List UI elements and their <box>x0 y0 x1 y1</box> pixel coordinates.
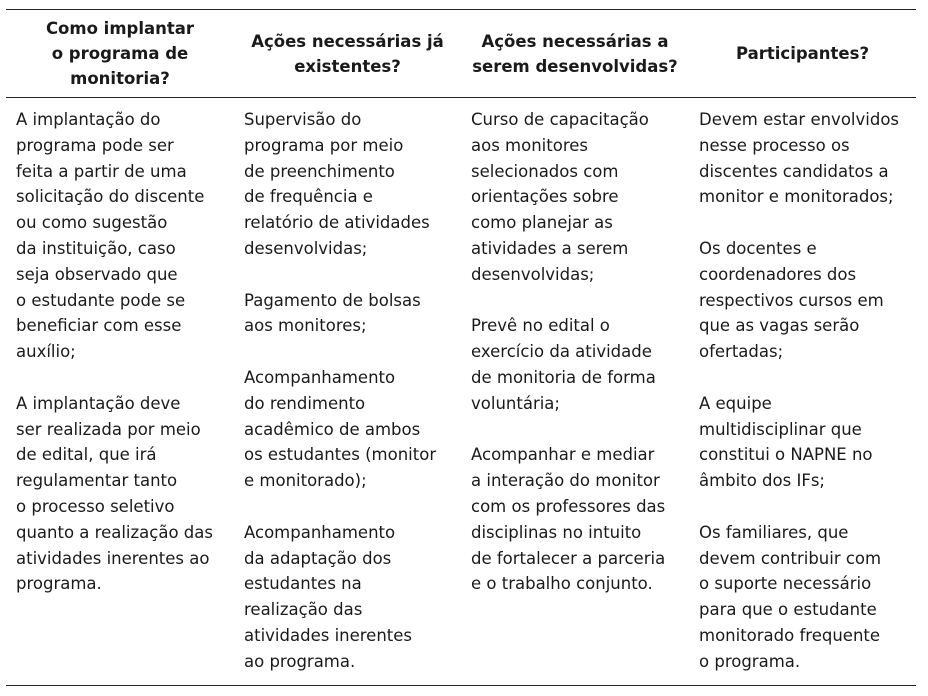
paragraph: Pagamento de bolsas aos monitores; <box>244 290 421 336</box>
header-existing-actions: Ações necessárias já existentes? <box>251 31 444 76</box>
paragraph: Acompanhamento da adaptação dos estudantes na realização das atividades inerentes ao programa. <box>244 522 413 671</box>
paragraph: Supervisão do programa por meio de preenchimento de frequência e relatório de atividades desenvolvidas; <box>244 110 430 258</box>
cell-existing-actions <box>234 107 461 685</box>
cell-actions-to-develop <box>461 107 689 685</box>
paragraph: A implantação deve ser realizada por meio de edital, que irá regulamentar tanto o processo seletivo quanto a realização das atividades inerentes ao programa. <box>16 393 213 594</box>
cell-participants <box>689 107 916 685</box>
paragraph: Curso de capacitação aos monitores selecionados com orientações sobre como planejar as atividades a serem desenvolvidas; <box>471 110 649 284</box>
paragraph: Acompanhamento do rendimento acadêmico de ambos os estudantes (monitor e monitorado); <box>244 367 437 491</box>
paragraph: Prevê no edital o exercício da atividade de monitoria de forma voluntária; <box>471 316 656 413</box>
paragraph: Devem estar envolvidos nesse processo os discentes candidatos a monitor e monitorados; <box>699 110 900 207</box>
monitoria-table <box>6 9 916 685</box>
header-participants: Participantes? <box>735 44 870 63</box>
paragraph: Os docentes e coordenadores dos respectivos cursos em que as vagas serão ofertadas; <box>699 238 884 362</box>
paragraph: A implantação do programa pode ser feita a partir de uma solicitação do discente ou como sugestão da instituição, caso seja observado que o estudante pode se beneficiar com esse auxílio; <box>16 110 205 362</box>
cell-how-to-implement <box>6 107 234 685</box>
header-row <box>6 10 916 97</box>
paragraph: A equipe multidisciplinar que constitui o NAPNE no âmbito dos IFs; <box>699 393 873 491</box>
paragraph: Acompanhar e mediar a interação do monitor com os professores das disciplinas no intuito de fortalecer a parceria e o trabalho conjunto. <box>471 445 666 594</box>
bottom-rule <box>6 685 916 686</box>
body-row <box>6 98 916 685</box>
header-actions-to-develop: Ações necessárias a serem desenvolvidas? <box>472 31 678 76</box>
paragraph: Os familiares, que devem contribuir com o suporte necessário para que o estudante monitorado frequente o programa. <box>699 522 882 671</box>
header-how-to-implement: Como implantar o programa de monitoria? <box>45 19 195 88</box>
